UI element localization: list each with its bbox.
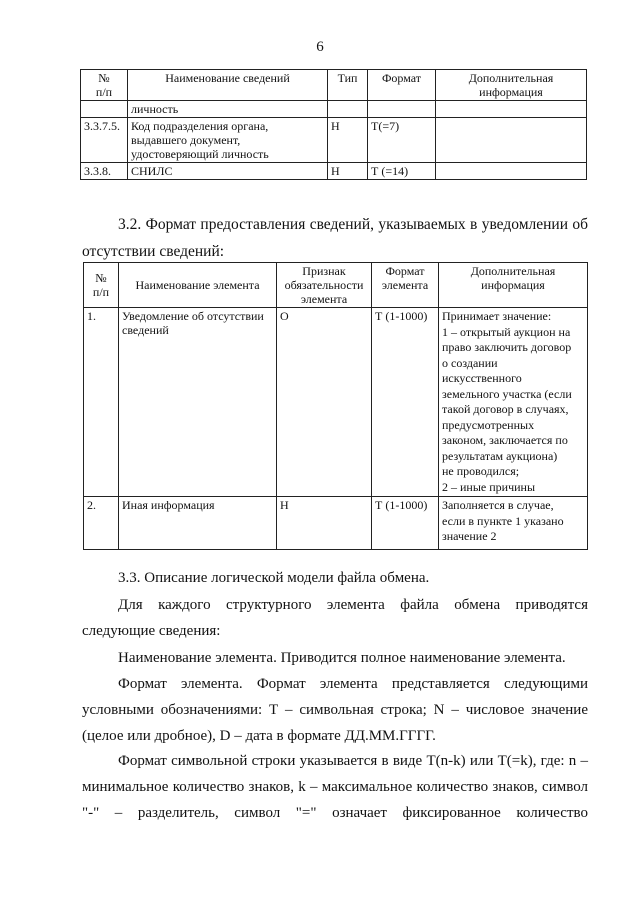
cell-additional — [436, 118, 587, 163]
cell-format: Т (=14) — [368, 163, 436, 180]
cell-number — [81, 101, 128, 118]
cell-additional: Заполняется в случае, если в пункте 1 указано значение 2 — [439, 497, 588, 550]
header-number: № п/п — [81, 70, 128, 101]
page-number: 6 — [316, 39, 324, 55]
table-row — [84, 497, 588, 550]
cell-element-format: Т (1-1000) — [372, 497, 439, 550]
table-row — [81, 118, 587, 163]
cell-element-name: Уведомление об отсутствии сведений — [119, 308, 277, 497]
cell-type — [328, 101, 368, 118]
section-3-2-heading: 3.2. Формат предоставления сведений, указываемых в уведомлении об отсутствии сведений: — [82, 216, 588, 260]
table-header-row — [84, 263, 588, 308]
cell-type: Н — [328, 163, 368, 180]
header-additional: Дополнительная информация — [436, 70, 587, 101]
cell-element-format: Т (1-1000) — [372, 308, 439, 497]
cell-number: 2. — [84, 497, 119, 550]
paragraph-intro: Для каждого структурного элемента файла обмена приводятся следующие сведения: — [82, 597, 588, 639]
cell-name: личность — [128, 101, 328, 118]
cell-additional — [436, 101, 587, 118]
header-name: Наименование сведений — [128, 70, 328, 101]
header-mandatory: Признак обязательности элемента — [277, 263, 372, 308]
paragraph-element-format: Формат элемента. Формат элемента представляется следующими условными обозначениями: Т – символьная строка; N – числовое значение (целое или дробное), D – дата в формате ДД.ММ.ГГГГ. — [82, 676, 588, 744]
header-format: Формат — [368, 70, 436, 101]
cell-name: Код подразделения органа, выдавшего документ, удостоверяющий личность — [128, 118, 328, 163]
header-number: № п/п — [84, 263, 119, 308]
cell-additional — [436, 163, 587, 180]
cell-additional: Принимает значение: 1 – открытый аукцион на право заключить договор о создании искусственного земельного участка (если такой договор в случаях, предусмотренных законом, заключается по результатам аукциона) не проводился; 2 – иные причины — [439, 308, 588, 497]
paragraph-element-name: Наименование элемента. Приводится полное наименование элемента. — [118, 650, 566, 666]
cell-number: 3.3.8. — [81, 163, 128, 180]
cell-format: Т(=7) — [368, 118, 436, 163]
table-row — [81, 163, 587, 180]
header-element-format: Формат элемента — [372, 263, 439, 308]
cell-type: Н — [328, 118, 368, 163]
table-row — [84, 308, 588, 497]
cell-number: 1. — [84, 308, 119, 497]
cell-mandatory: О — [277, 308, 372, 497]
cell-mandatory: Н — [277, 497, 372, 550]
table-header-row — [81, 70, 587, 101]
paragraph-string-format: Формат символьной строки указывается в виде Т(n-k) или Т(=k), где: n – минимальное количество знаков, k – максимальное количество знаков, символ "-" – разделитель, символ "=" означает фиксированное количество — [82, 753, 588, 821]
cell-name: СНИЛС — [128, 163, 328, 180]
cell-format — [368, 101, 436, 118]
table-row — [81, 101, 587, 118]
header-additional: Дополнительная информация — [439, 263, 588, 308]
table-absence-notice — [83, 262, 588, 550]
header-element-name: Наименование элемента — [119, 263, 277, 308]
cell-element-name: Иная информация — [119, 497, 277, 550]
section-3-3-heading: 3.3. Описание логической модели файла обмена. — [118, 570, 430, 586]
table-element-info — [80, 69, 587, 180]
cell-number: 3.3.7.5. — [81, 118, 128, 163]
header-type: Тип — [328, 70, 368, 101]
